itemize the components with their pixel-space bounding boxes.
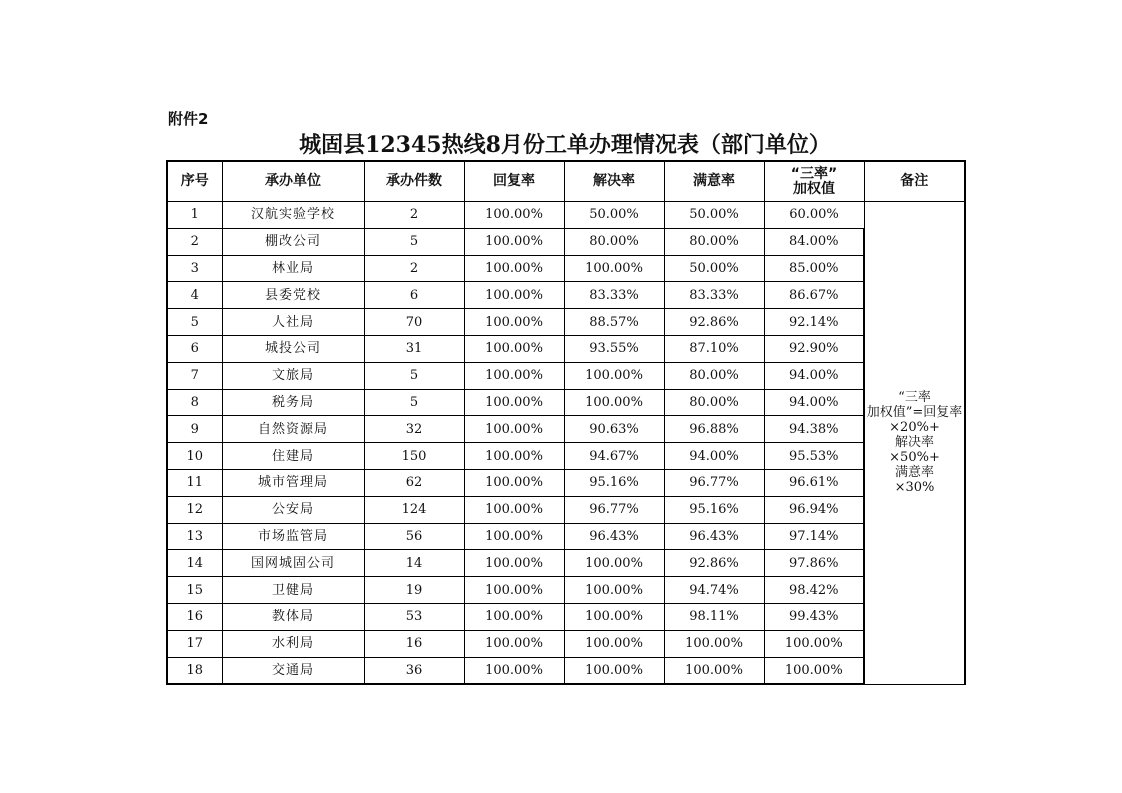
table-row <box>167 202 965 229</box>
cell-resolve-rate: 100.00% <box>564 657 664 684</box>
cell-count: 5 <box>364 228 464 255</box>
cell-count: 6 <box>364 282 464 309</box>
cell-resolve-rate: 83.33% <box>564 282 664 309</box>
header-reply-rate: 回复率 <box>464 161 564 202</box>
cell-reply-rate: 100.00% <box>464 550 564 577</box>
cell-resolve-rate: 100.00% <box>564 550 664 577</box>
cell-satisfaction-rate: 95.16% <box>664 496 764 523</box>
remarks-note-line4: 解决率 <box>894 435 934 451</box>
cell-weighted-value: 85.00% <box>764 255 864 282</box>
cell-weighted-value: 60.00% <box>764 202 864 229</box>
attachment-label: 附件2 <box>168 110 209 128</box>
cell-weighted-value: 96.94% <box>764 496 864 523</box>
cell-weighted-value: 94.00% <box>764 389 864 416</box>
cell-count: 2 <box>364 255 464 282</box>
cell-count: 31 <box>364 335 464 362</box>
cell-index: 16 <box>167 603 222 630</box>
cell-satisfaction-rate: 92.86% <box>664 550 764 577</box>
cell-unit: 教体局 <box>222 603 364 630</box>
cell-satisfaction-rate: 80.00% <box>664 389 764 416</box>
cell-index: 17 <box>167 630 222 657</box>
cell-unit: 文旅局 <box>222 362 364 389</box>
cell-unit: 汉航实验学校 <box>222 202 364 229</box>
cell-weighted-value: 100.00% <box>764 657 864 684</box>
cell-satisfaction-rate: 50.00% <box>664 255 764 282</box>
header-weighted-line1: “三率” <box>790 165 838 182</box>
cell-index: 4 <box>167 282 222 309</box>
remarks-note-line6: 满意率 <box>894 465 934 481</box>
cell-resolve-rate: 96.43% <box>564 523 664 550</box>
cell-index: 18 <box>167 657 222 684</box>
remarks-note-line2: 加权值”=回复率 <box>866 405 963 421</box>
table-row <box>167 362 965 389</box>
cell-weighted-value: 96.61% <box>764 469 864 496</box>
cell-unit: 交通局 <box>222 657 364 684</box>
cell-resolve-rate: 100.00% <box>564 389 664 416</box>
cell-reply-rate: 100.00% <box>464 416 564 443</box>
cell-count: 150 <box>364 443 464 470</box>
cell-satisfaction-rate: 100.00% <box>664 657 764 684</box>
cell-reply-rate: 100.00% <box>464 657 564 684</box>
cell-count: 14 <box>364 550 464 577</box>
table-row <box>167 309 965 336</box>
cell-reply-rate: 100.00% <box>464 202 564 229</box>
remarks-note-line5: ×50%+ <box>889 450 940 466</box>
cell-index: 12 <box>167 496 222 523</box>
cell-count: 2 <box>364 202 464 229</box>
header-unit: 承办单位 <box>222 161 364 202</box>
cell-count: 5 <box>364 362 464 389</box>
cell-resolve-rate: 88.57% <box>564 309 664 336</box>
table-row <box>167 496 965 523</box>
cell-unit: 人社局 <box>222 309 364 336</box>
cell-weighted-value: 98.42% <box>764 577 864 604</box>
cell-count: 36 <box>364 657 464 684</box>
remarks-note-line3: ×20%+ <box>889 420 940 436</box>
remarks-note-line1: “三率 <box>898 390 931 406</box>
cell-index: 7 <box>167 362 222 389</box>
cell-count: 124 <box>364 496 464 523</box>
cell-weighted-value: 99.43% <box>764 603 864 630</box>
cell-satisfaction-rate: 92.86% <box>664 309 764 336</box>
cell-unit: 住建局 <box>222 443 364 470</box>
cell-unit: 市场监管局 <box>222 523 364 550</box>
cell-count: 32 <box>364 416 464 443</box>
cell-count: 70 <box>364 309 464 336</box>
cell-resolve-rate: 100.00% <box>564 255 664 282</box>
cell-count: 53 <box>364 603 464 630</box>
cell-unit: 国网城固公司 <box>222 550 364 577</box>
cell-resolve-rate: 100.00% <box>564 603 664 630</box>
cell-count: 16 <box>364 630 464 657</box>
cell-reply-rate: 100.00% <box>464 309 564 336</box>
cell-reply-rate: 100.00% <box>464 443 564 470</box>
cell-reply-rate: 100.00% <box>464 577 564 604</box>
cell-resolve-rate: 80.00% <box>564 228 664 255</box>
cell-reply-rate: 100.00% <box>464 335 564 362</box>
cell-satisfaction-rate: 94.74% <box>664 577 764 604</box>
cell-reply-rate: 100.00% <box>464 603 564 630</box>
work-order-table <box>166 160 966 685</box>
cell-index: 5 <box>167 309 222 336</box>
cell-unit: 卫健局 <box>222 577 364 604</box>
cell-index: 15 <box>167 577 222 604</box>
table-row <box>167 416 965 443</box>
cell-reply-rate: 100.00% <box>464 469 564 496</box>
cell-unit: 城投公司 <box>222 335 364 362</box>
table-row <box>167 603 965 630</box>
cell-unit: 水利局 <box>222 630 364 657</box>
table-row <box>167 228 965 255</box>
cell-satisfaction-rate: 83.33% <box>664 282 764 309</box>
cell-index: 9 <box>167 416 222 443</box>
cell-weighted-value: 92.14% <box>764 309 864 336</box>
cell-unit: 自然资源局 <box>222 416 364 443</box>
table-row <box>167 389 965 416</box>
cell-satisfaction-rate: 98.11% <box>664 603 764 630</box>
cell-satisfaction-rate: 96.43% <box>664 523 764 550</box>
cell-reply-rate: 100.00% <box>464 255 564 282</box>
table-row <box>167 443 965 470</box>
header-weighted-line2: 加权值 <box>793 180 835 197</box>
cell-resolve-rate: 96.77% <box>564 496 664 523</box>
cell-resolve-rate: 100.00% <box>564 630 664 657</box>
cell-unit: 城市管理局 <box>222 469 364 496</box>
cell-weighted-value: 84.00% <box>764 228 864 255</box>
cell-index: 1 <box>167 202 222 229</box>
cell-satisfaction-rate: 94.00% <box>664 443 764 470</box>
cell-count: 56 <box>364 523 464 550</box>
cell-resolve-rate: 93.55% <box>564 335 664 362</box>
table-row <box>167 550 965 577</box>
cell-weighted-value: 92.90% <box>764 335 864 362</box>
cell-satisfaction-rate: 50.00% <box>664 202 764 229</box>
cell-reply-rate: 100.00% <box>464 496 564 523</box>
cell-reply-rate: 100.00% <box>464 282 564 309</box>
cell-index: 8 <box>167 389 222 416</box>
cell-index: 3 <box>167 255 222 282</box>
cell-index: 11 <box>167 469 222 496</box>
cell-weighted-value: 100.00% <box>764 630 864 657</box>
cell-index: 13 <box>167 523 222 550</box>
cell-weighted-value: 97.86% <box>764 550 864 577</box>
cell-count: 5 <box>364 389 464 416</box>
cell-resolve-rate: 94.67% <box>564 443 664 470</box>
table-row <box>167 255 965 282</box>
cell-satisfaction-rate: 96.88% <box>664 416 764 443</box>
table-row <box>167 577 965 604</box>
table-row <box>167 630 965 657</box>
header-remarks: 备注 <box>864 161 965 202</box>
cell-count: 19 <box>364 577 464 604</box>
header-resolve-rate: 解决率 <box>564 161 664 202</box>
cell-index: 10 <box>167 443 222 470</box>
table-row <box>167 282 965 309</box>
cell-reply-rate: 100.00% <box>464 228 564 255</box>
cell-count: 62 <box>364 469 464 496</box>
cell-resolve-rate: 90.63% <box>564 416 664 443</box>
cell-reply-rate: 100.00% <box>464 362 564 389</box>
header-satisfaction-rate: 满意率 <box>664 161 764 202</box>
cell-index: 14 <box>167 550 222 577</box>
header-count: 承办件数 <box>364 161 464 202</box>
cell-resolve-rate: 50.00% <box>564 202 664 229</box>
cell-weighted-value: 94.38% <box>764 416 864 443</box>
table-row <box>167 657 965 684</box>
cell-reply-rate: 100.00% <box>464 389 564 416</box>
cell-satisfaction-rate: 80.00% <box>664 228 764 255</box>
cell-satisfaction-rate: 100.00% <box>664 630 764 657</box>
cell-index: 2 <box>167 228 222 255</box>
header-index: 序号 <box>167 161 222 202</box>
cell-satisfaction-rate: 87.10% <box>664 335 764 362</box>
cell-weighted-value: 97.14% <box>764 523 864 550</box>
cell-resolve-rate: 95.16% <box>564 469 664 496</box>
cell-unit: 林业局 <box>222 255 364 282</box>
table-header-row <box>167 161 965 202</box>
cell-weighted-value: 95.53% <box>764 443 864 470</box>
cell-weighted-value: 94.00% <box>764 362 864 389</box>
cell-unit: 税务局 <box>222 389 364 416</box>
remarks-note-line7: ×30% <box>894 480 935 496</box>
cell-unit: 棚改公司 <box>222 228 364 255</box>
cell-reply-rate: 100.00% <box>464 630 564 657</box>
cell-index: 6 <box>167 335 222 362</box>
table-row <box>167 469 965 496</box>
header-weighted-value <box>764 161 864 202</box>
remarks-note <box>864 202 965 685</box>
table-row <box>167 523 965 550</box>
cell-satisfaction-rate: 96.77% <box>664 469 764 496</box>
page-title: 城固县12345热线8月份工单办理情况表（部门单位） <box>299 132 831 158</box>
cell-weighted-value: 86.67% <box>764 282 864 309</box>
cell-resolve-rate: 100.00% <box>564 362 664 389</box>
cell-satisfaction-rate: 80.00% <box>664 362 764 389</box>
cell-unit: 县委党校 <box>222 282 364 309</box>
table-row <box>167 335 965 362</box>
cell-resolve-rate: 100.00% <box>564 577 664 604</box>
cell-reply-rate: 100.00% <box>464 523 564 550</box>
cell-unit: 公安局 <box>222 496 364 523</box>
